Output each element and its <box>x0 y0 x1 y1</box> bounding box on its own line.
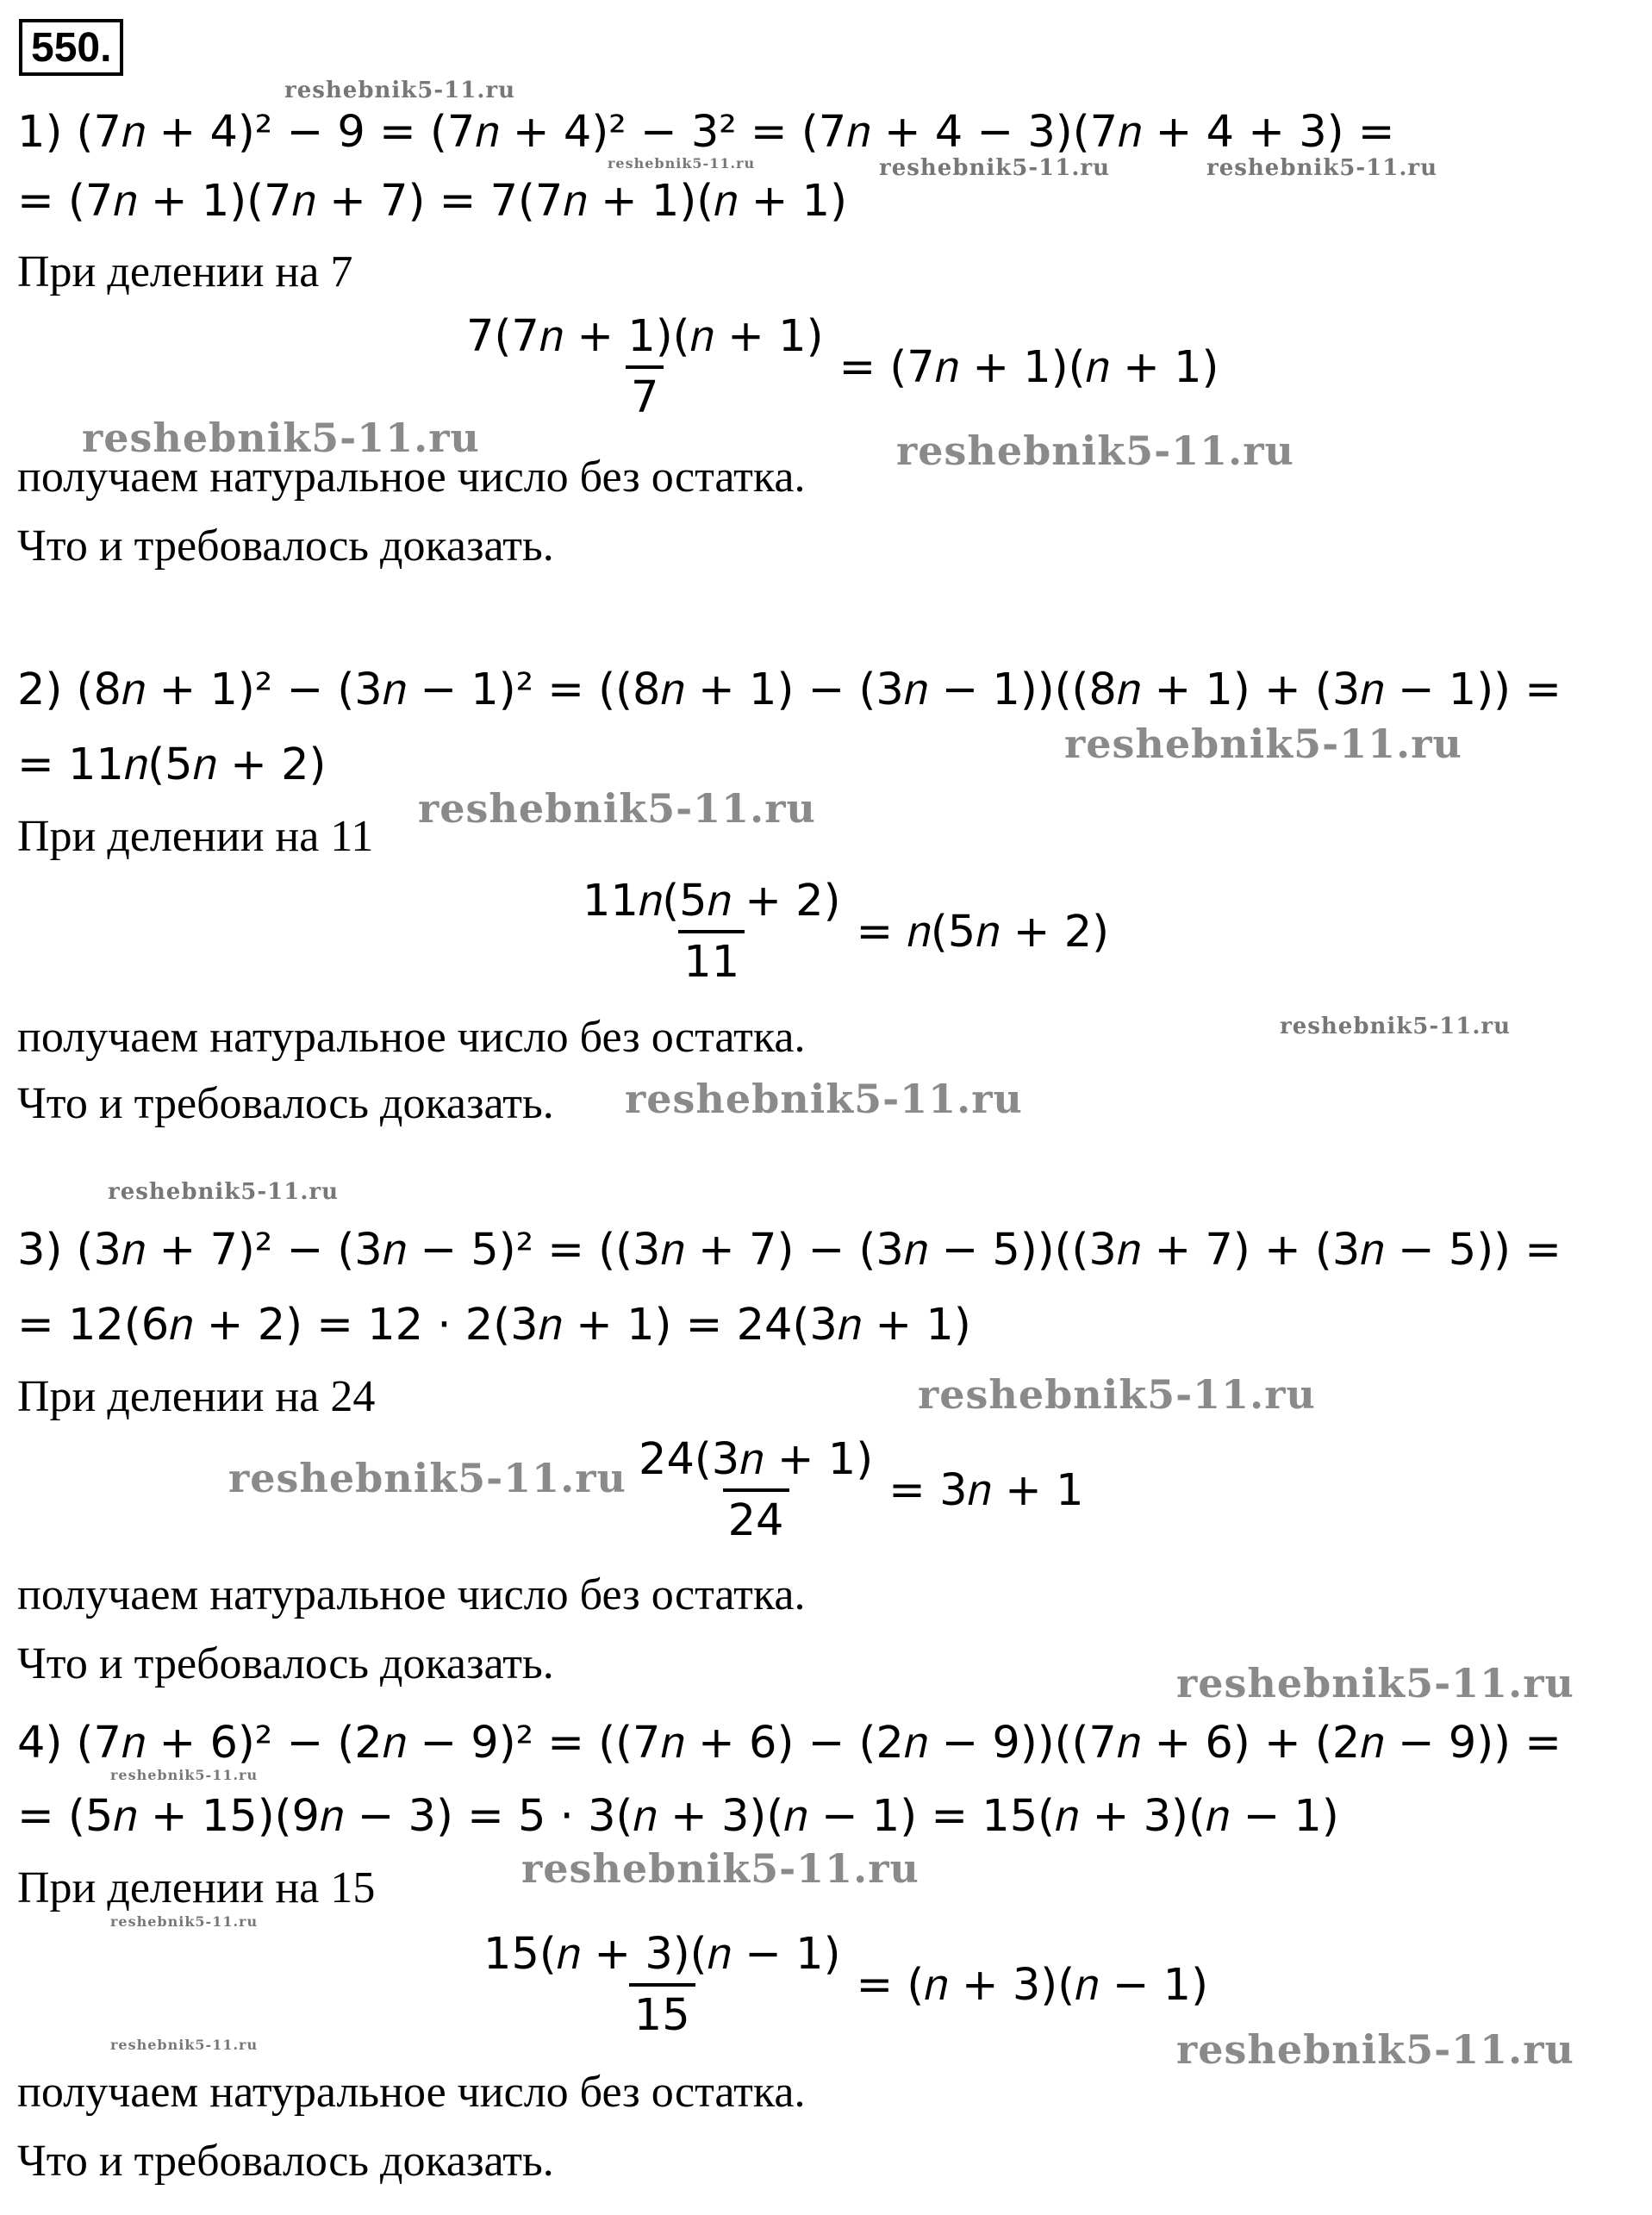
part-1-conclusion: получаем натуральное число без остатка. <box>17 452 806 502</box>
part-4-proved: Что и требовалось доказать. <box>17 2137 554 2186</box>
watermark: reshebnik5-11.ru <box>521 1845 920 1892</box>
part-2-result: = 𝑛(5𝑛 + 2) <box>856 906 1110 958</box>
part-2-conclusion: получаем натуральное число без остатка. <box>17 1013 806 1062</box>
part-1-numerator: 7(7𝑛 + 1)(𝑛 + 1) <box>466 311 824 362</box>
watermark: reshebnik5-11.ru <box>1206 155 1438 181</box>
part-2-line-2: = 11𝑛(5𝑛 + 2) <box>17 739 327 790</box>
watermark: reshebnik5-11.ru <box>110 1767 259 1783</box>
watermark: reshebnik5-11.ru <box>110 1913 259 1930</box>
watermark: reshebnik5-11.ru <box>1176 1660 1574 1706</box>
part-3-proved: Что и требовалось доказать. <box>17 1639 554 1688</box>
part-2-division: При делении на 11 <box>17 812 374 861</box>
part-1-fraction <box>461 311 1219 423</box>
part-1-denominator: 7 <box>626 365 664 420</box>
watermark: reshebnik5-11.ru <box>82 415 480 461</box>
part-3-numerator: 24(3𝑛 + 1) <box>639 1434 874 1485</box>
part-3-division: При делении на 24 <box>17 1372 376 1421</box>
part-2-denominator: 11 <box>678 930 745 984</box>
watermark: reshebnik5-11.ru <box>625 1076 1023 1122</box>
part-2-numerator: 11𝑛(5𝑛 + 2) <box>583 876 841 927</box>
part-4-numerator: 15(𝑛 + 3)(𝑛 − 1) <box>483 1929 841 1980</box>
part-3-fraction <box>633 1434 1084 1546</box>
watermark: reshebnik5-11.ru <box>110 2037 259 2053</box>
part-3-result: = 3𝑛 + 1 <box>888 1464 1084 1516</box>
part-3-line-2: = 12(6𝑛 + 2) = 12 · 2(3𝑛 + 1) = 24(3𝑛 + 1) <box>17 1300 971 1351</box>
part-1-line-2: = (7𝑛 + 1)(7𝑛 + 7) = 7(7𝑛 + 1)(𝑛 + 1) <box>17 176 848 227</box>
watermark: reshebnik5-11.ru <box>1280 1014 1512 1039</box>
watermark: reshebnik5-11.ru <box>418 785 816 832</box>
part-4-denominator: 15 <box>629 1983 695 2037</box>
part-2-fraction <box>577 876 1110 988</box>
part-1-line-1: 1) (7𝑛 + 4)² − 9 = (7𝑛 + 4)² − 3² = (7𝑛 + 4 − 3)(7𝑛 + 4 + 3) = <box>17 107 1395 158</box>
part-3-denominator: 24 <box>723 1488 789 1543</box>
part-4-division: При делении на 15 <box>17 1863 376 1912</box>
watermark: reshebnik5-11.ru <box>608 155 756 172</box>
part-1-division: При делении на 7 <box>17 247 353 296</box>
part-4-conclusion: получаем натуральное число без остатка. <box>17 2068 806 2117</box>
part-4-line-2: = (5𝑛 + 15)(9𝑛 − 3) = 5 · 3(𝑛 + 3)(𝑛 − 1) = 15(𝑛 + 3)(𝑛 − 1) <box>17 1791 1339 1842</box>
part-2-proved: Что и требовалось доказать. <box>17 1079 554 1128</box>
part-1-result: = (7𝑛 + 1)(𝑛 + 1) <box>838 341 1219 393</box>
part-2-line-1: 2) (8𝑛 + 1)² − (3𝑛 − 1)² = ((8𝑛 + 1) − (3𝑛 − 1))((8𝑛 + 1) + (3𝑛 − 1)) = <box>17 664 1562 715</box>
watermark: reshebnik5-11.ru <box>879 155 1111 181</box>
watermark: reshebnik5-11.ru <box>228 1455 627 1501</box>
watermark: reshebnik5-11.ru <box>918 1371 1316 1418</box>
watermark: reshebnik5-11.ru <box>1176 2026 1574 2073</box>
watermark: reshebnik5-11.ru <box>108 1179 340 1205</box>
part-4-fraction <box>478 1929 1208 2041</box>
part-4-line-1: 4) (7𝑛 + 6)² − (2𝑛 − 9)² = ((7𝑛 + 6) − (2𝑛 − 9))((7𝑛 + 6) + (2𝑛 − 9)) = <box>17 1718 1562 1769</box>
problem-number: 550. <box>19 19 123 76</box>
watermark: reshebnik5-11.ru <box>284 78 516 103</box>
watermark: reshebnik5-11.ru <box>896 427 1294 474</box>
part-4-result: = (𝑛 + 3)(𝑛 − 1) <box>856 1959 1208 2011</box>
part-3-conclusion: получаем натуральное число без остатка. <box>17 1570 806 1619</box>
part-1-proved: Что и требовалось доказать. <box>17 521 554 571</box>
part-3-line-1: 3) (3𝑛 + 7)² − (3𝑛 − 5)² = ((3𝑛 + 7) − (3𝑛 − 5))((3𝑛 + 7) + (3𝑛 − 5)) = <box>17 1225 1562 1276</box>
watermark: reshebnik5-11.ru <box>1064 721 1462 767</box>
